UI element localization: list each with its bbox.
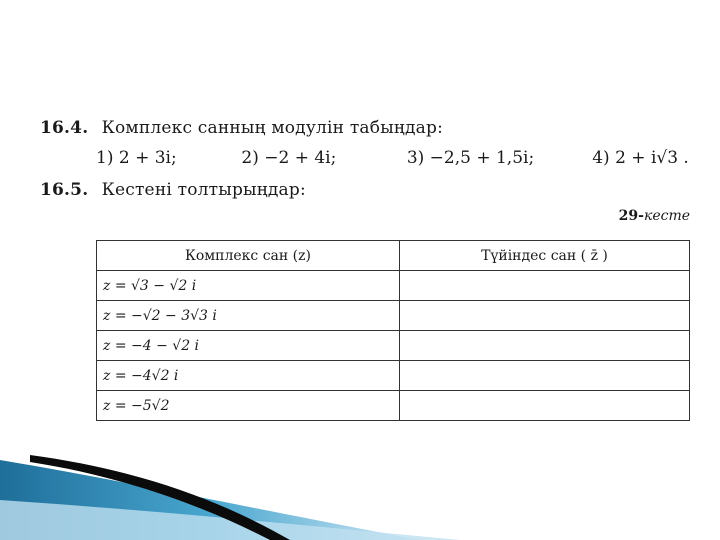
table-caption bbox=[619, 208, 690, 224]
caption-word: кесте bbox=[643, 208, 690, 224]
table-row bbox=[97, 361, 690, 391]
complex-cell: z = −√2 − 3√3 i bbox=[97, 301, 400, 331]
task-text: Комплекс санның модулін табыңдар: bbox=[101, 118, 444, 138]
task-text: Кестені толтырыңдар: bbox=[101, 180, 306, 200]
conjugate-cell[interactable] bbox=[400, 331, 690, 361]
task-16-5 bbox=[40, 180, 306, 200]
table-row bbox=[97, 331, 690, 361]
task-16-4 bbox=[40, 118, 443, 138]
decorative-swoosh bbox=[0, 440, 720, 540]
complex-cell: z = −5√2 bbox=[97, 391, 400, 421]
task-item: 2) −2 + 4i; bbox=[241, 148, 337, 168]
table-row bbox=[97, 391, 690, 421]
complex-cell: z = −4 − √2 i bbox=[97, 331, 400, 361]
task-number: 16.4. bbox=[40, 118, 89, 138]
complex-cell: z = √3 − √2 i bbox=[97, 271, 400, 301]
conjugate-cell[interactable] bbox=[400, 301, 690, 331]
table-header-row bbox=[97, 241, 690, 271]
complex-cell: z = −4√2 i bbox=[97, 361, 400, 391]
conjugate-table bbox=[96, 240, 690, 421]
caption-number: 29- bbox=[618, 208, 644, 224]
task-item: 3) −2,5 + 1,5i; bbox=[406, 148, 535, 168]
table-row bbox=[97, 271, 690, 301]
header-conjugate: Түйіндес сан ( z̄ ) bbox=[400, 241, 690, 271]
table-row bbox=[97, 301, 690, 331]
conjugate-cell[interactable] bbox=[400, 391, 690, 421]
task-items bbox=[96, 148, 689, 168]
header-complex: Комплекс сан (z) bbox=[97, 241, 400, 271]
task-number: 16.5. bbox=[40, 180, 89, 200]
task-item: 1) 2 + 3i; bbox=[96, 148, 177, 168]
conjugate-cell[interactable] bbox=[400, 271, 690, 301]
task-item: 4) 2 + i√3 . bbox=[592, 148, 689, 168]
conjugate-cell[interactable] bbox=[400, 361, 690, 391]
